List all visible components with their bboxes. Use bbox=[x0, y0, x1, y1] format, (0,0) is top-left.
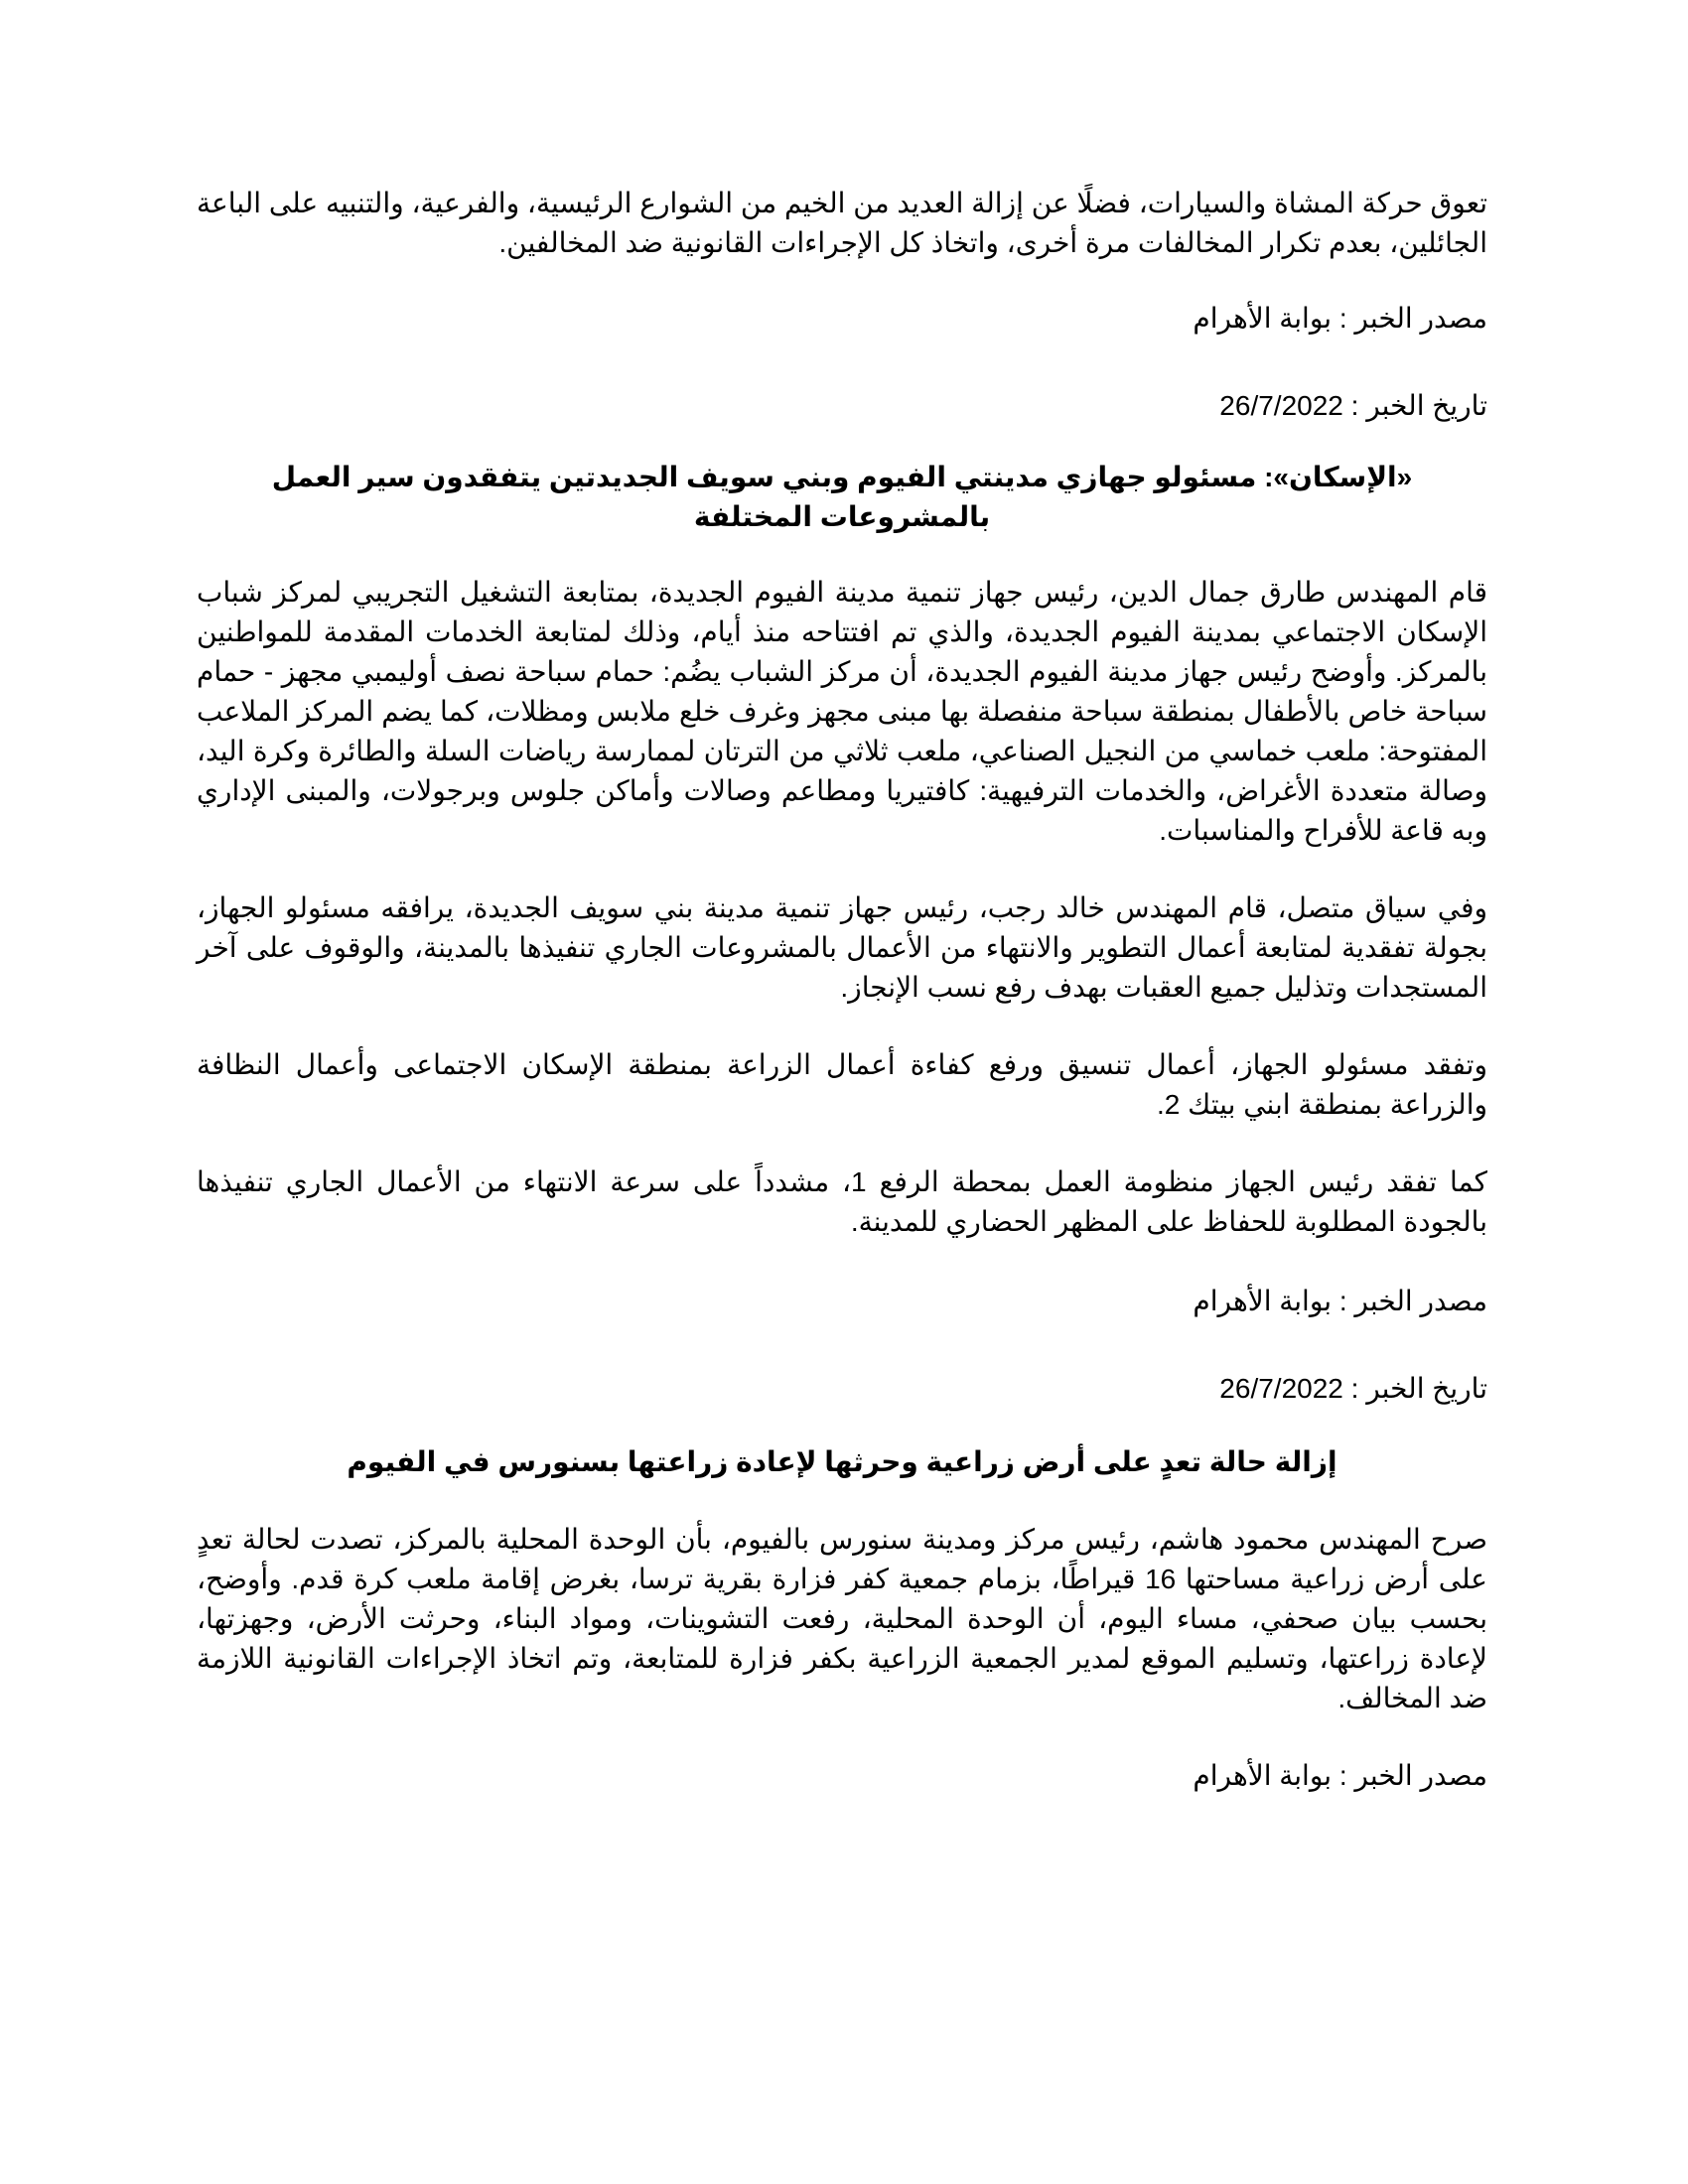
document-page bbox=[197, 184, 1487, 1796]
paragraph-pumping-station: كما تفقد رئيس الجهاز منظومة العمل بمحطة الرفع 1، مشدداً على سرعة الانتهاء من الأعمال الجاري تنفيذها بالجودة المطلوبة للحفاظ على المظهر الحضاري للمدينة. bbox=[197, 1166, 1487, 1237]
news-date: تاريخ الخبر : 26/7/2022 bbox=[1219, 390, 1487, 421]
paragraph-agriculture-inspection: وتفقد مسئولو الجهاز، أعمال تنسيق ورفع كفاءة أعمال الزراعة بمنطقة الإسكان الاجتماعى وأعمال النظافة والزراعة بمنطقة ابني بيتك 2. bbox=[197, 1049, 1487, 1120]
news-source: مصدر الخبر : بوابة الأهرام bbox=[1193, 1760, 1487, 1791]
paragraph-beni-suef-tour: وفي سياق متصل، قام المهندس خالد رجب، رئيس جهاز تنمية مدينة بني سويف الجديدة، يرافقه مسئولو الجهاز، بجولة تفقدية لمتابعة أعمال التطوير والانتهاء من الأعمال بالمشروعات الجاري تنفيذها بالمدينة، والوقوف على آخر المستجدات وتذليل جميع العقبات بهدف رفع نسب الإنجاز. bbox=[197, 892, 1487, 1003]
paragraph-intro-continuation: تعوق حركة المشاة والسيارات، فضلًا عن إزالة العديد من الخيم من الشوارع الرئيسية، والفرعية، والتنبيه على الباعة الجائلين، بعدم تكرار المخالفات مرة أخرى، واتخاذ كل الإجراءات القانونية ضد المخالفين. bbox=[197, 188, 1487, 258]
news-source: مصدر الخبر : بوابة الأهرام bbox=[1193, 1286, 1487, 1316]
news-date: تاريخ الخبر : 26/7/2022 bbox=[1219, 1373, 1487, 1404]
article-heading-sinnuris: إزالة حالة تعدٍ على أرض زراعية وحرثها لإعادة زراعتها بسنورس في الفيوم bbox=[347, 1446, 1337, 1477]
article-heading-housing: «الإسكان»: مسئولو جهازي مدينتي الفيوم وبني سويف الجديدتين يتفقدون سير العمل بالمشروعات المختلفة bbox=[271, 462, 1413, 532]
paragraph-fayoum-youth-center: قام المهندس طارق جمال الدين، رئيس جهاز تنمية مدينة الفيوم الجديدة، بمتابعة التشغيل التجريبي لمركز شباب الإسكان الاجتماعي بمدينة الفيوم الجديدة، والذي تم افتتاحه منذ أيام، وذلك لمتابعة الخدمات المقدمة للمواطنين بالمركز. وأوضح رئيس جهاز مدينة الفيوم الجديدة، أن مركز الشباب يضُم: حمام سباحة نصف أوليمبي مجهز - حمام سباحة خاص بالأطفال بمنطقة سباحة منفصلة بها مبنى مجهز وغرف خلع ملابس ومظلات، كما يضم المركز الملاعب المفتوحة: ملعب خماسي من النجيل الصناعي، ملعب ثلاثي من الترتان لممارسة رياضات السلة والطائرة وكرة اليد، وصالة متعددة الأغراض، والخدمات الترفيهية: كافتيريا ومطاعم وصالات وأماكن جلوس وبرجولات، والمبنى الإداري وبه قاعة للأفراح والمناسبات. bbox=[197, 577, 1487, 846]
paragraph-sinnuris-removal: صرح المهندس محمود هاشم، رئيس مركز ومدينة سنورس بالفيوم، بأن الوحدة المحلية بالمركز، تصدت لحالة تعدٍ على أرض زراعية مساحتها 16 قيراطًا، بزمام جمعية كفر فزارة بقرية ترسا، بغرض إقامة ملعب كرة قدم. وأوضح، بحسب بيان صحفي، مساء اليوم، أن الوحدة المحلية، رفعت التشوينات، ومواد البناء، وحرثت الأرض، وجهزتها، لإعادة زراعتها، وتسليم الموقع لمدير الجمعية الزراعية بكفر فزارة للمتابعة، وتم اتخاذ الإجراءات القانونية اللازمة ضد المخالف. bbox=[197, 1524, 1488, 1713]
news-source: مصدر الخبر : بوابة الأهرام bbox=[1193, 303, 1487, 334]
